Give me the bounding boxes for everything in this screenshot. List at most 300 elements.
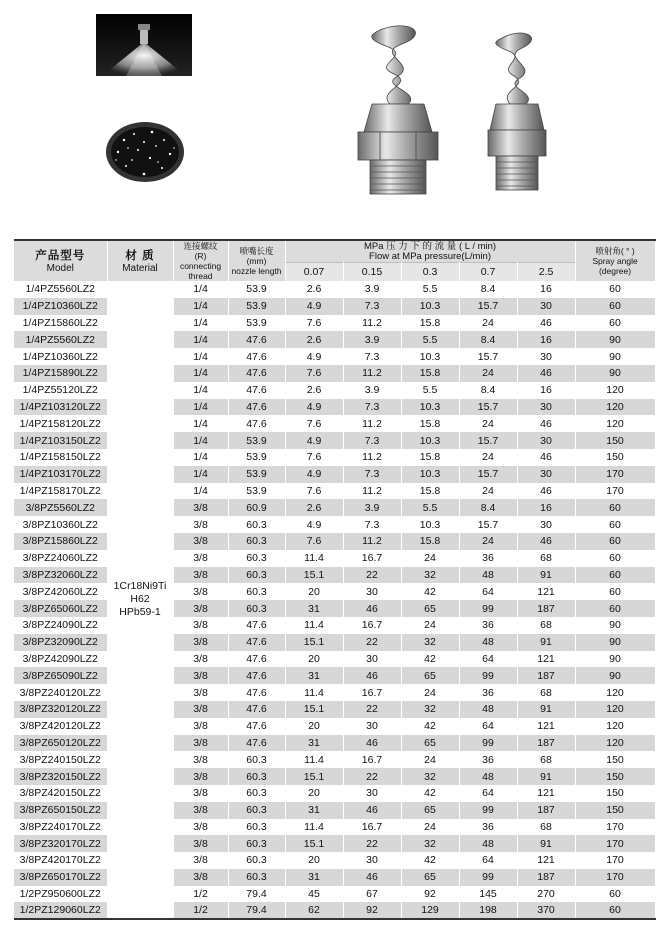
cell-flow-03: 10.3 — [401, 298, 459, 315]
cell-angle: 120 — [575, 701, 655, 718]
cell-flow-07: 24 — [459, 415, 517, 432]
cell-flow-25: 121 — [517, 583, 575, 600]
cell-flow-25: 30 — [517, 432, 575, 449]
cell-thread: 3/8 — [173, 768, 228, 785]
cell-angle: 60 — [575, 298, 655, 315]
cell-flow-015: 11.2 — [343, 415, 401, 432]
cell-angle: 170 — [575, 483, 655, 500]
cell-model: 3/8PZ320120LZ2 — [14, 701, 107, 718]
cell-flow-03: 10.3 — [401, 466, 459, 483]
cell-flow-03: 5.5 — [401, 281, 459, 298]
cell-flow-015: 30 — [343, 785, 401, 802]
cell-flow-07: 36 — [459, 751, 517, 768]
pressure-col-header: 0.3 — [401, 263, 459, 282]
cell-flow-25: 16 — [517, 331, 575, 348]
cell-flow-25: 121 — [517, 785, 575, 802]
cell-length: 60.3 — [228, 768, 285, 785]
cell-flow-015: 16.7 — [343, 550, 401, 567]
cell-flow-007: 31 — [285, 600, 343, 617]
cell-flow-03: 42 — [401, 852, 459, 869]
cell-length: 60.3 — [228, 533, 285, 550]
cell-flow-007: 11.4 — [285, 550, 343, 567]
cell-model: 1/4PZ55120LZ2 — [14, 382, 107, 399]
cell-length: 60.3 — [228, 567, 285, 584]
cell-flow-07: 64 — [459, 583, 517, 600]
cell-flow-07: 99 — [459, 735, 517, 752]
cell-flow-03: 15.8 — [401, 315, 459, 332]
cell-flow-25: 91 — [517, 634, 575, 651]
cell-model: 1/2PZ950600LZ2 — [14, 886, 107, 903]
cell-thread: 3/8 — [173, 550, 228, 567]
cell-flow-007: 7.6 — [285, 483, 343, 500]
cell-flow-03: 32 — [401, 835, 459, 852]
cell-thread: 3/8 — [173, 617, 228, 634]
cell-flow-25: 91 — [517, 835, 575, 852]
cell-flow-25: 187 — [517, 802, 575, 819]
cell-flow-015: 22 — [343, 701, 401, 718]
product-images — [0, 0, 669, 238]
cell-angle: 90 — [575, 331, 655, 348]
cell-flow-015: 46 — [343, 869, 401, 886]
cell-angle: 60 — [575, 886, 655, 903]
cell-flow-07: 15.7 — [459, 432, 517, 449]
cell-flow-007: 2.6 — [285, 281, 343, 298]
spiral-nozzle-front — [350, 20, 446, 198]
cell-flow-007: 15.1 — [285, 567, 343, 584]
cell-angle: 60 — [575, 567, 655, 584]
cell-model: 3/8PZ24060LZ2 — [14, 550, 107, 567]
header-angle-cn: 喷射角( ° ) — [595, 246, 635, 256]
header-pressure-cn: MPa 压 力 下 的 流 量 ( L / min) — [363, 240, 497, 252]
cell-angle: 60 — [575, 600, 655, 617]
cell-thread: 3/8 — [173, 869, 228, 886]
cell-flow-015: 11.2 — [343, 483, 401, 500]
cell-flow-015: 30 — [343, 718, 401, 735]
cell-flow-015: 22 — [343, 567, 401, 584]
cell-flow-015: 7.3 — [343, 348, 401, 365]
cell-flow-25: 46 — [517, 415, 575, 432]
cell-length: 53.9 — [228, 449, 285, 466]
cell-flow-007: 15.1 — [285, 634, 343, 651]
header-model — [14, 240, 107, 281]
cell-flow-07: 8.4 — [459, 499, 517, 516]
cell-length: 79.4 — [228, 886, 285, 903]
cell-flow-015: 22 — [343, 768, 401, 785]
header-angle — [575, 240, 655, 281]
cell-length: 53.9 — [228, 466, 285, 483]
cell-flow-03: 42 — [401, 651, 459, 668]
cell-angle: 90 — [575, 667, 655, 684]
cell-flow-07: 24 — [459, 483, 517, 500]
cell-flow-03: 42 — [401, 785, 459, 802]
cell-length: 60.3 — [228, 852, 285, 869]
cell-thread: 1/2 — [173, 902, 228, 919]
cell-length: 47.6 — [228, 382, 285, 399]
cell-length: 60.3 — [228, 802, 285, 819]
table-body — [14, 281, 655, 919]
cell-flow-03: 65 — [401, 667, 459, 684]
header-material-cn: 材 质 — [125, 249, 155, 262]
cell-flow-25: 16 — [517, 382, 575, 399]
cell-flow-015: 7.3 — [343, 399, 401, 416]
cell-flow-25: 46 — [517, 315, 575, 332]
cell-thread: 1/4 — [173, 432, 228, 449]
cell-flow-015: 30 — [343, 852, 401, 869]
cell-model: 1/4PZ15890LZ2 — [14, 365, 107, 382]
cell-length: 47.6 — [228, 399, 285, 416]
cell-flow-007: 20 — [285, 718, 343, 735]
cell-flow-03: 42 — [401, 583, 459, 600]
cell-flow-03: 24 — [401, 617, 459, 634]
cell-thread: 3/8 — [173, 835, 228, 852]
cell-angle: 170 — [575, 869, 655, 886]
cell-length: 47.6 — [228, 684, 285, 701]
cell-flow-007: 20 — [285, 785, 343, 802]
cell-thread: 3/8 — [173, 651, 228, 668]
cell-thread: 1/4 — [173, 331, 228, 348]
cell-model: 1/4PZ158150LZ2 — [14, 449, 107, 466]
material-cell — [107, 281, 173, 919]
cell-flow-25: 68 — [517, 684, 575, 701]
cell-model: 3/8PZ650150LZ2 — [14, 802, 107, 819]
cell-flow-07: 24 — [459, 315, 517, 332]
header-pressure — [285, 240, 575, 263]
cell-length: 53.9 — [228, 315, 285, 332]
cell-flow-015: 46 — [343, 802, 401, 819]
cell-flow-015: 46 — [343, 600, 401, 617]
cell-model: 3/8PZ10360LZ2 — [14, 516, 107, 533]
spiral-nozzle-side — [484, 24, 550, 194]
cell-flow-007: 20 — [285, 583, 343, 600]
cell-flow-25: 91 — [517, 701, 575, 718]
cell-thread: 3/8 — [173, 533, 228, 550]
cell-flow-07: 64 — [459, 718, 517, 735]
cell-flow-07: 64 — [459, 852, 517, 869]
cell-length: 47.6 — [228, 735, 285, 752]
cell-thread: 1/4 — [173, 348, 228, 365]
cell-model: 1/4PZ158170LZ2 — [14, 483, 107, 500]
header-thread — [173, 240, 228, 281]
header-model-cn: 产品型号 — [35, 249, 86, 262]
cell-flow-07: 64 — [459, 651, 517, 668]
cell-thread: 1/4 — [173, 298, 228, 315]
cell-flow-07: 24 — [459, 533, 517, 550]
cell-flow-007: 7.6 — [285, 449, 343, 466]
cell-angle: 120 — [575, 382, 655, 399]
cell-length: 53.9 — [228, 281, 285, 298]
cell-thread: 1/4 — [173, 415, 228, 432]
header-pressure-en: Flow at MPa pressure(L/min) — [369, 250, 491, 262]
cell-flow-25: 187 — [517, 735, 575, 752]
cell-flow-03: 15.8 — [401, 449, 459, 466]
cell-thread: 3/8 — [173, 600, 228, 617]
cell-thread: 3/8 — [173, 583, 228, 600]
cell-flow-07: 99 — [459, 600, 517, 617]
nozzle-spec-table — [14, 239, 656, 920]
cell-flow-007: 4.9 — [285, 432, 343, 449]
cell-flow-03: 24 — [401, 550, 459, 567]
cell-flow-015: 3.9 — [343, 281, 401, 298]
cell-model: 1/4PZ5560LZ2 — [14, 331, 107, 348]
cell-thread: 3/8 — [173, 684, 228, 701]
cell-flow-015: 7.3 — [343, 432, 401, 449]
cell-flow-007: 4.9 — [285, 516, 343, 533]
cell-flow-25: 68 — [517, 550, 575, 567]
cell-length: 60.3 — [228, 785, 285, 802]
cell-flow-015: 67 — [343, 886, 401, 903]
cell-flow-007: 11.4 — [285, 684, 343, 701]
cell-flow-007: 7.6 — [285, 533, 343, 550]
cell-model: 3/8PZ650120LZ2 — [14, 735, 107, 752]
cell-model: 1/4PZ10360LZ2 — [14, 298, 107, 315]
cell-angle: 90 — [575, 651, 655, 668]
cell-angle: 170 — [575, 466, 655, 483]
cell-length: 60.3 — [228, 516, 285, 533]
cell-flow-25: 187 — [517, 869, 575, 886]
cell-flow-015: 11.2 — [343, 533, 401, 550]
cell-length: 60.3 — [228, 583, 285, 600]
cell-length: 47.6 — [228, 651, 285, 668]
cell-length: 47.6 — [228, 667, 285, 684]
cell-length: 60.3 — [228, 869, 285, 886]
cell-flow-25: 16 — [517, 499, 575, 516]
cell-length: 53.9 — [228, 298, 285, 315]
cell-length: 47.6 — [228, 331, 285, 348]
cell-flow-015: 16.7 — [343, 684, 401, 701]
cell-model: 3/8PZ5560LZ2 — [14, 499, 107, 516]
cell-flow-007: 4.9 — [285, 348, 343, 365]
cell-flow-07: 36 — [459, 617, 517, 634]
cell-flow-007: 7.6 — [285, 365, 343, 382]
cell-thread: 3/8 — [173, 819, 228, 836]
cell-flow-07: 8.4 — [459, 382, 517, 399]
cell-flow-015: 22 — [343, 835, 401, 852]
cell-angle: 60 — [575, 902, 655, 919]
cell-length: 47.6 — [228, 634, 285, 651]
cell-thread: 1/4 — [173, 466, 228, 483]
cell-flow-03: 65 — [401, 735, 459, 752]
cell-length: 47.6 — [228, 617, 285, 634]
cell-thread: 3/8 — [173, 634, 228, 651]
cell-flow-25: 46 — [517, 533, 575, 550]
header-length — [228, 240, 285, 281]
header-length-unit: (mm) — [246, 256, 267, 266]
cell-flow-07: 48 — [459, 835, 517, 852]
cell-flow-015: 11.2 — [343, 365, 401, 382]
cell-thread: 3/8 — [173, 785, 228, 802]
cell-flow-007: 4.9 — [285, 466, 343, 483]
cell-angle: 90 — [575, 348, 655, 365]
cell-flow-07: 48 — [459, 567, 517, 584]
cell-thread: 3/8 — [173, 499, 228, 516]
cell-model: 3/8PZ65090LZ2 — [14, 667, 107, 684]
cell-thread: 1/4 — [173, 483, 228, 500]
cell-flow-25: 270 — [517, 886, 575, 903]
pressure-col-header: 0.7 — [459, 263, 517, 282]
cell-model: 3/8PZ320150LZ2 — [14, 768, 107, 785]
cell-flow-03: 32 — [401, 567, 459, 584]
cell-flow-007: 31 — [285, 667, 343, 684]
material-line: HPb59-1 — [119, 606, 161, 619]
cell-flow-07: 15.7 — [459, 399, 517, 416]
cell-model: 1/4PZ103170LZ2 — [14, 466, 107, 483]
cell-flow-007: 15.1 — [285, 768, 343, 785]
cell-thread: 3/8 — [173, 567, 228, 584]
cell-angle: 60 — [575, 315, 655, 332]
pressure-col-header: 2.5 — [517, 263, 575, 282]
cell-flow-03: 24 — [401, 819, 459, 836]
cell-angle: 60 — [575, 499, 655, 516]
header-thread-en1: connecting — [179, 261, 222, 271]
cell-angle: 120 — [575, 735, 655, 752]
cell-angle: 120 — [575, 718, 655, 735]
cell-flow-03: 32 — [401, 701, 459, 718]
cell-flow-03: 10.3 — [401, 399, 459, 416]
cell-flow-25: 46 — [517, 449, 575, 466]
cell-thread: 3/8 — [173, 701, 228, 718]
cell-flow-07: 99 — [459, 802, 517, 819]
spray-cone-photo — [96, 14, 192, 76]
cell-flow-25: 121 — [517, 852, 575, 869]
cell-length: 53.9 — [228, 432, 285, 449]
cell-length: 60.3 — [228, 600, 285, 617]
cell-flow-015: 16.7 — [343, 819, 401, 836]
cell-flow-25: 91 — [517, 567, 575, 584]
cell-angle: 120 — [575, 415, 655, 432]
cell-angle: 120 — [575, 399, 655, 416]
cell-flow-07: 8.4 — [459, 331, 517, 348]
pressure-col-header: 0.07 — [285, 263, 343, 282]
cell-flow-007: 31 — [285, 735, 343, 752]
cell-flow-007: 2.6 — [285, 382, 343, 399]
cell-model: 3/8PZ240120LZ2 — [14, 684, 107, 701]
cell-angle: 90 — [575, 617, 655, 634]
cell-flow-03: 129 — [401, 902, 459, 919]
cell-length: 47.6 — [228, 365, 285, 382]
cell-model: 3/8PZ240170LZ2 — [14, 819, 107, 836]
cell-flow-015: 92 — [343, 902, 401, 919]
cell-flow-007: 7.6 — [285, 315, 343, 332]
cell-flow-03: 15.8 — [401, 415, 459, 432]
cell-angle: 90 — [575, 365, 655, 382]
cell-flow-007: 4.9 — [285, 399, 343, 416]
cell-flow-015: 11.2 — [343, 449, 401, 466]
cell-angle: 170 — [575, 852, 655, 869]
cell-thread: 3/8 — [173, 516, 228, 533]
cell-flow-07: 64 — [459, 785, 517, 802]
table-row — [14, 281, 655, 298]
cell-flow-015: 16.7 — [343, 751, 401, 768]
cell-flow-015: 3.9 — [343, 499, 401, 516]
cell-flow-25: 30 — [517, 348, 575, 365]
cell-flow-015: 30 — [343, 583, 401, 600]
header-angle-en2: (degree) — [598, 266, 632, 276]
cell-angle: 150 — [575, 449, 655, 466]
cell-flow-07: 99 — [459, 667, 517, 684]
cell-flow-015: 7.3 — [343, 466, 401, 483]
cell-flow-07: 36 — [459, 550, 517, 567]
cell-flow-07: 15.7 — [459, 466, 517, 483]
cell-flow-07: 145 — [459, 886, 517, 903]
cell-length: 79.4 — [228, 902, 285, 919]
cell-flow-007: 15.1 — [285, 835, 343, 852]
spray-pattern-photo — [104, 120, 186, 184]
cell-angle: 150 — [575, 432, 655, 449]
header-length-cn: 喷嘴长度 — [239, 246, 274, 256]
cell-flow-015: 16.7 — [343, 617, 401, 634]
cell-flow-03: 5.5 — [401, 382, 459, 399]
cell-length: 47.6 — [228, 348, 285, 365]
cell-flow-25: 30 — [517, 399, 575, 416]
header-material-en: Material — [122, 262, 158, 274]
cell-flow-015: 3.9 — [343, 382, 401, 399]
cell-flow-03: 92 — [401, 886, 459, 903]
cell-thread: 1/4 — [173, 399, 228, 416]
cell-flow-03: 5.5 — [401, 331, 459, 348]
cell-thread: 3/8 — [173, 802, 228, 819]
cell-flow-07: 36 — [459, 684, 517, 701]
cell-flow-03: 42 — [401, 718, 459, 735]
cell-length: 47.6 — [228, 701, 285, 718]
cell-flow-03: 65 — [401, 600, 459, 617]
material-line: H62 — [130, 593, 150, 606]
cell-flow-25: 68 — [517, 751, 575, 768]
cell-angle: 60 — [575, 583, 655, 600]
cell-flow-007: 15.1 — [285, 701, 343, 718]
cell-flow-25: 91 — [517, 768, 575, 785]
cell-flow-007: 45 — [285, 886, 343, 903]
cell-flow-03: 24 — [401, 684, 459, 701]
cell-angle: 60 — [575, 533, 655, 550]
cell-model: 1/4PZ15860LZ2 — [14, 315, 107, 332]
cell-thread: 1/4 — [173, 315, 228, 332]
cell-model: 1/4PZ5560LZ2 — [14, 281, 107, 298]
cell-thread: 1/4 — [173, 281, 228, 298]
cell-flow-03: 15.8 — [401, 365, 459, 382]
cell-angle: 60 — [575, 516, 655, 533]
header-angle-en1: Spray angle — [592, 256, 638, 266]
cell-length: 60.3 — [228, 835, 285, 852]
header-length-en: nozzle length — [231, 266, 282, 276]
cell-flow-007: 20 — [285, 852, 343, 869]
header-model-en: Model — [46, 262, 74, 274]
cell-thread: 1/4 — [173, 449, 228, 466]
cell-flow-007: 11.4 — [285, 751, 343, 768]
cell-flow-007: 31 — [285, 869, 343, 886]
cell-flow-007: 11.4 — [285, 819, 343, 836]
cell-angle: 60 — [575, 550, 655, 567]
cell-model: 3/8PZ420170LZ2 — [14, 852, 107, 869]
cell-flow-07: 8.4 — [459, 281, 517, 298]
cell-flow-25: 68 — [517, 617, 575, 634]
cell-flow-07: 48 — [459, 701, 517, 718]
cell-length: 60.3 — [228, 550, 285, 567]
cell-flow-07: 48 — [459, 768, 517, 785]
cell-flow-007: 2.6 — [285, 331, 343, 348]
cell-flow-25: 46 — [517, 365, 575, 382]
cell-model: 3/8PZ15860LZ2 — [14, 533, 107, 550]
header-material — [107, 240, 173, 281]
cell-length: 60.3 — [228, 751, 285, 768]
pressure-col-header: 0.15 — [343, 263, 401, 282]
cell-thread: 3/8 — [173, 751, 228, 768]
cell-angle: 150 — [575, 751, 655, 768]
cell-flow-25: 30 — [517, 466, 575, 483]
cell-model: 3/8PZ42060LZ2 — [14, 583, 107, 600]
cell-flow-07: 24 — [459, 449, 517, 466]
cell-model: 1/2PZ129060LZ2 — [14, 902, 107, 919]
cell-flow-015: 22 — [343, 634, 401, 651]
